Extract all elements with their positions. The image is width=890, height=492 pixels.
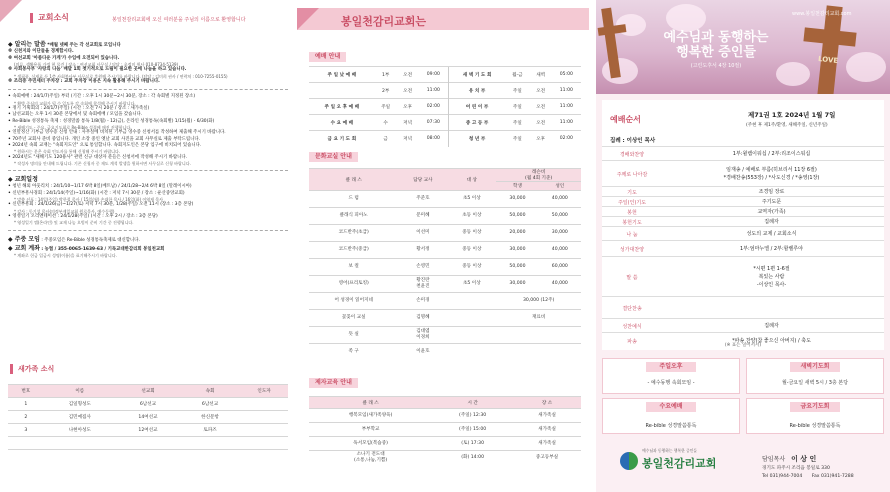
leader: 집례 : 이상인 목사 [610,138,656,144]
edu-heading: ◆ 교회일정 [8,176,38,184]
table-cell [44,450,116,463]
schedule-item: • 신년부흥사경회 : 24/1/14(주일)~1/16(화) (시간 : 저녁 7시 30분 / 장소 : 운산중앙교회) [8,190,185,196]
table-cell: 오후 [397,99,419,115]
table-cell: 김명혜 [398,310,447,327]
table-cell: 코드반주(초급) [309,225,398,242]
order-of-service [602,100,884,350]
news-item: • Re-Bible 성경통독 축제 : 성경말씀 통독 1/8(월) - 12(금), 온라인 성경통독(속회별) 1/15(월) - 6/30(화) [8,118,215,124]
newcomer-header [10,364,54,374]
order-row [602,146,884,160]
table-cell: 중고등부실 [513,451,581,465]
order-label: 결단찬송 [622,306,642,312]
order-note: (※ 표는 일어서서) [724,343,762,348]
issue-sub: (주현 후 제1주/환영, 새해주일, 신년주일) [746,123,828,128]
order-row [602,186,884,196]
table-cell: 30,000 (12주) [496,293,581,310]
col-class: 클 래 스 [309,169,398,191]
table-cell: 저녁 [397,115,419,131]
order-value: 집례자 [764,323,779,329]
order-value: 1부:엄마누엘 / 2부:할렐루야 [740,246,803,252]
table-cell: 6남선교 [116,398,180,411]
worship-info-panel [297,0,593,492]
col-teacher: 담당 교사 [398,169,447,191]
address: 경기도 파주시 조리읍 봉일로 330 [762,466,830,471]
table-cell [8,450,44,463]
news-item: • 속회예배 : 24/1/7(주일) 부터 (기간 : 오후 1시 30분~2시 30분, 장소 : 각 속회별 지정된 장소) [8,94,196,100]
friday-box: 금요기도회 Re-bible 성경말씀통독 [746,398,884,434]
table-cell: 황진란 천윤진 [398,276,447,293]
hero-banner [596,0,890,94]
table-cell [447,293,496,310]
cross-right [817,5,842,94]
order-row [602,240,884,256]
news-item: • 정기 기획회의 : 24/1/7(주일) (시간 : 오전 7시 20분 / 장소 : 새가족실) [8,106,150,111]
table-cell: 소나기 전도대 (소통,나눔,기쁨) [309,451,432,465]
order-value: 성도의 교제 / 교회소식 [746,231,797,237]
edu-table [309,396,581,465]
table-cell: 오후 [530,131,552,147]
table-cell: 07:30 [419,115,449,131]
table-cell: 50,000 [496,208,538,225]
table-cell: 2부 [375,83,397,99]
order-row [602,226,884,240]
table-row [8,398,288,411]
notice-list [8,49,288,85]
table-cell: 나현아성도 [44,424,116,437]
table-cell: 주일 [505,83,530,99]
table-cell [539,344,581,361]
notice-sub: * 생필품, 식재료 등 1층 사회봉사부 사무실로 후원해 주시기를 바랍니다. (담당 : 김미희 권사 / 연락처 : 010-7255-0155) [14,73,228,79]
table-cell: 30,000 [539,225,581,242]
order-label: 봉헌 [627,210,637,216]
order-label: 나 눔 [626,232,638,238]
church-name: 봉일천감리교회 [642,457,717,470]
table-cell: (화) 14:00 [432,451,513,465]
culture-tag: 문화교실 안내 [309,152,358,162]
issue-number: 제71권 1호 2024년 1월 7일 [748,111,836,119]
news-sub: * 확방 중심의 교회가 될 수 있도록 각 속회에 참석해 주시기 바랍니다. [14,100,136,106]
table-cell: 중등 이상 [447,242,496,259]
table-cell: 새가족실 [513,409,581,423]
news-panel [0,0,295,492]
table-cell: 오전 [530,83,552,99]
wednesday-box: 수요예배 Re-bible 성경말씀통독 [602,398,740,434]
worship-tag: 예배 안내 [309,52,346,62]
table-cell: 40,000 [539,191,581,208]
table-cell: 손미경 [398,293,447,310]
schedule-sub: * 영성일기 앱(온라인) 및 교재 나눔 오빔이 준비 기간 중 진행됩니다. [14,220,134,226]
table-row [309,451,581,465]
table-cell: 초등 이상 [447,208,496,225]
order-tag: 예배순서 [610,115,641,124]
table-cell: 새가족실 [513,423,581,437]
table-row [309,327,581,344]
table-cell: 11:00 [552,99,581,115]
edu-col: 클 래 스 [309,397,432,409]
contact: Tel 031)944-7004 Fax 031)941-7288 [762,474,854,479]
table-cell: 족 구 [309,344,398,361]
order-row [602,256,884,296]
table-cell: 새 벽 기 도 회 [449,67,505,83]
table-cell [539,327,581,344]
table-cell: 초5 이상 [447,191,496,208]
table-cell [116,437,180,450]
table-cell [116,450,180,463]
news-sub: * 원하시는 분은 속회 인도자를 통해 신청해 주시기 바랍니다. [14,149,121,155]
table-cell: 12여선교 [116,424,180,437]
table-row [309,131,581,147]
table-cell: 월-금 [505,67,530,83]
news-sub: * 작성자 명의를 안내해 드립니다. 기존 신청자 중 재도 계석 발생을 원하시면 사무실로 신청 바랍니다. [14,160,191,166]
table-cell: (주일) 15:00 [432,423,513,437]
table-cell: 02:00 [419,99,449,115]
news-item: • 남선교회는 오후 1시 30분 본당에서 및 속회에배 / 모임을 갖습니다. [8,112,143,118]
table-cell: 오전 [397,67,419,83]
table-cell: 오전 [397,83,419,99]
hero-title: 예수님과 동행하는 행복한 증인들 [663,30,769,60]
table-cell: 재료비 [496,310,581,327]
schedule-item: • 영성일기 오리엔테이션 : 24/1/28(주일) (시간 : 오후 2시 / 장소 : 3층 본당) [8,214,158,219]
table-cell [496,327,538,344]
table-row [8,411,288,424]
table-cell [180,437,240,450]
order-value: *파송 찬양(참 좋으신 아버지) / 축도 [732,338,811,344]
table-cell: 02:00 [552,131,581,147]
prayer-heading: ◆ 주중 모임 [8,235,40,243]
table-row [309,115,581,131]
table-row [309,409,581,423]
panel2-title: 봉일천감리교회는 [341,15,427,28]
table-cell: 이선미 [398,225,447,242]
table-cell: 50,000 [496,259,538,276]
table-cell: 오전 [530,115,552,131]
col-adult: 성인 [539,182,581,191]
table-row [309,276,581,293]
notice-item: ※ 여선교회 '아름다운 가게'가 수입에 오전되어 있습니다. [8,55,120,61]
table-cell: 토파즈 [180,424,240,437]
table-cell: 주 일 낮 예 배 [309,67,375,83]
schedule-item: • 청년 해외 아웃리치 : 24/1/10~1/17 6박 8일(베트남) / 24/1/28~2/4 6박 8일 (말레이시아) [8,184,192,190]
table-cell: 3 [8,424,44,437]
table-cell: 30,000 [496,276,538,293]
notice-item: ※ 신천지와 이단들을 경계합시다. [8,49,74,55]
table-row [309,344,581,361]
sunday-afternoon-box: 주일오후 - 예수동행 속회모임 - [602,358,740,394]
corner-ornament [0,0,22,22]
newcomer-col: 인도자 [240,385,288,398]
table-cell: 한신문항 [180,411,240,424]
newcomer-col: 번호 [8,385,44,398]
table-row [8,450,288,463]
table-cell: 11:00 [552,115,581,131]
order-label: 봉헌기도 [622,220,642,226]
notice-sub: (의류, 생활용품 가정 현 물건 / 장소 : 여선교회 사무실 / 담당 : 초정미 원사 010-8734-5139) [14,61,179,67]
table-row [309,99,581,115]
table-cell [447,327,496,344]
edu-col: 시 간 [432,397,513,409]
newcomer-table [8,384,288,463]
order-value: 임재송 / 예배로 부름(히브리서 11장 6절) *경배찬송(553장) / *사도신경 / *송영(1장) [723,167,820,181]
table-cell: 문미혜 [398,208,447,225]
table-cell: 주준호 [398,191,447,208]
table-cell: 김민예집사 [44,411,116,424]
news-sub: * 새해기도 - 주요, 금요기도회로 Re-Bible 성경에 매진 진행합니다. [14,124,132,130]
col-fee: 레슨비 (월 4회 기준) [496,169,581,182]
col-student: 학생 [496,182,538,191]
schedule-list [8,184,288,225]
order-label: 파송 [627,339,637,345]
table-cell: 40,000 [539,276,581,293]
table-row [309,310,581,327]
table-cell [240,437,288,450]
table-cell: 30,000 [496,191,538,208]
table-cell: 금 [375,131,397,147]
col-target: 대 상 [447,169,496,191]
table-cell: 새벽 [530,67,552,83]
table-cell [447,344,496,361]
table-cell: 부부학교 [309,423,432,437]
order-panel [596,0,890,492]
table-cell: 30,000 [496,242,538,259]
news-subtitle: 봉일천감리교회에 오신 여러분을 주님의 이름으로 환영합니다 [112,17,246,23]
pastor-line: 담임목사 이 상 인 [762,455,817,463]
site-url[interactable]: www.봉일천감리교회.com [792,11,852,17]
order-value: *시편 1편 1-6절 복있는 사람 -이상인 목사- [753,266,790,288]
table-row [8,437,288,450]
table-row [8,424,288,437]
table-cell: 김대엽 이경희 [398,327,447,344]
order-value: 집례자 [764,219,779,225]
table-cell: 행복모임(새가족양육) [309,409,432,423]
table-row [309,259,581,276]
news-item: • 연말정산 기부금 영수증 신청 안내 : 사무실에 비치된 기부금 영수증 신청서를 작성하여 제출해 주시기 바랍니다. [8,130,226,136]
hero-verse: (고린도후서 4장 10절) [690,63,742,69]
table-row [309,208,581,225]
love-text: LOVE [817,54,839,66]
schedule-sub: * 강사 : 동기성 목사(의정부제일교회 원로목사, 예수동행) [14,208,115,214]
table-cell: 클래식 피아노 [309,208,398,225]
edu-col: 장 소 [513,397,581,409]
table-cell [240,398,288,411]
newcomer-col: 이름 [44,385,116,398]
table-cell: 6남선교 [180,398,240,411]
schedule-item: • 신년부흥회 : 24/1/26(금)~1/27(토) 저녁 7시 30분, 1/28(주일) 오전 11시 (장소 : 3층 본당) [8,202,194,208]
table-cell [240,424,288,437]
newcomer-title: 새가족 소식 [18,365,55,373]
table-cell: 드 럼 [309,191,398,208]
table-cell: 11:00 [552,83,581,99]
worship-table [309,66,581,147]
table-cell: 꽃꽂이 교실 [309,310,398,327]
notice-item: ※ 사회봉사부 '사랑의 나눔' 매달 1회 첫기적으로 드림이 필요한 곳에 나눔을 하고 있습니다. [8,67,187,73]
order-value: 1부:윌렘이워십 / 2부:리조이스워십 [732,151,811,157]
order-label: 성찬예식 [622,324,642,330]
news-body: ◆ 알리는 말씀 *매월 넷째 주는 각 선교회로 모입니다 ※ 신천지와 이단들을 경계합시다. ※ 여선교회 '아름다운 가게'가 수입에 오전되어 있습니다. (의류, 생활용품 가정 현 물건 / 장소 : 여선교회 사무실 / 담당 : 초정미 원사 010-8734-5139) ※ 사회봉사부 '사랑의 나눔' 매달 1회 첫기적으로 드림이 필요한 곳에 나눔을 하고 있습니다. * 생필품, 식재료 등 1층 사회봉사부 사무실로 후원해 주시기를 바랍니다. (담당 : 김미희 권사 / 연락처 : 010-7255-0155) ※ 조리중 주민세터 주차장 : 교회 주차장 이용은 지속 활용해 주시기 바랍니다. • 속회예배 : 24/1/7(주일) 부터 (기간 : 오후 1시 30분~2시 30분, 장소 : 각 속회별 지정된 장소) * 확방 중심의 교회가 될 수 있도록 각 속회에 참석해 주시기 바랍니다. • 정기 기획회의 : 24/1/7(주일) (시간 : 오전 7시 20분 / 장소 : 새가족실) • 남선교회는 오후 1시 30분 본당에서 및 속회에배 / 모임을 갖습니다. • Re-Bible 성경통독 축제 : 성경말씀 통독 1/8(월) - 12(금), 온라인 성경통독(속회별) 1/15(월) - 6/30(화) * 새해기도 - 주요, 금요기도회로 Re-Bible 성경에 매진 진행합니다. • 연말정산 기부금 영수증 신청 안내 : 사무실에 비치된 기부금 영수증 신청서를 작성하여 제출해 주시기 바랍니다. • 70주년 교회사 준비 중입니다. 개인 소장 중인 옛날 교회 사진을 교회 사무실로 제출 부탁드립니다. • 2024년 속회 교재는 "속회지도인" 으로 통일합니다. 속회지도인은 본당 입구에 비치되어 있습니다. * 원하시는 분은 속회 인도자를 통해 신청해 주시기 바랍니다. • 2024년도 "새해기도 120용사" 관련 신규 대상자 분들은 신청서에 작성해 주시기 바랍니다. * 작성자 명의를 안내해 드립니다. 기존 신청자 중 재도 계석 발생을 원하시면 사무실로 신청 바랍니다. ◆ 교회일정 • 청년 해외 아웃리치 : 24/1/10~1/17 6박 8일(베트남) / 24/1/28~2/4 6박 8일 (말레이시아) • 신년부흥사경회 : 24/1/14(주일)~1/16(화) (시간 : 저녁 7시 30분 / 장소 : 운산중앙교회) * 말씀 선포 : 14일(주일) 박한철 목사 / 15일(월) 손대한 목사 / 16일(화) 이영재 목사 • 신년부흥회 : 24/1/26(금)~1/27(토) 저녁 7시 30분, 1/28(주일) 오전 11시 (장소 : 3층 본당) * 강사 : 동기성 목사(의정부제일교회 원로목사, 예수동행) • 영성일기 오리엔테이션 : 24/1/28(주일) (시간 : 오후 2시 / 장소 : 3층 본당) * 영성일기 앱(온라인) 및 교재 나눔 오빔이 준비 기간 중 진행됩니다. ◆ 주중 모임 : 주중모임은 Re-Bible 성경통독축제로 대신합니다. ◆ 교회 계좌 : 농협 / 355-0065-1639-63 / 기독교대한감리회 봉일천교회 * 계좌로 헌금 입금시 성명(이름)을 표기해주시기 바랍니다. [8,40,288,259]
order-label: 말 씀 [626,275,638,281]
table-cell [309,83,375,99]
order-label: 주께로 나아감 [616,172,648,178]
table-cell: 14여선교 [116,411,180,424]
newcomer-col: 속회 [180,385,240,398]
table-row [309,437,581,451]
table-cell: 수 요 예 배 [309,115,375,131]
panel2-ribbon [297,8,589,30]
table-cell: 08:00 [419,131,449,147]
table-cell: 황서정 [398,242,447,259]
table-cell: 저녁 [397,131,419,147]
culture-table [309,168,581,361]
schedule-sub: * 말씀 선포 : 14일(주일) 박한철 목사 / 15일(월) 손대한 목사 / 16일(화) 이영재 목사 [14,196,163,202]
table-cell [447,310,496,327]
table-cell: 1 [8,398,44,411]
blossom [846,52,886,82]
order-row [602,160,884,186]
table-cell: 중등 이상 [447,259,496,276]
order-value: 교역자(가족) [757,209,786,215]
table-cell [8,437,44,450]
order-value: 조경임 장로 [758,189,785,195]
table-cell: 09:00 [419,67,449,83]
table-cell: (주일) 12:30 [432,409,513,423]
order-row [602,216,884,226]
news-item: • 2024년도 "새해기도 120용사" 관련 신규 대상자 분들은 신청서에 작성해 주시기 바랍니다. [8,154,188,160]
table-cell: (토) 17:30 [432,437,513,451]
table-cell: 초5 이상 [447,276,496,293]
table-cell: 주일 [505,131,530,147]
table-row [309,293,581,310]
table-cell: 어 린 이 부 [449,99,505,115]
order-label: 주일(인)기도 [617,200,647,206]
table-cell: 주일 [505,115,530,131]
table-cell: 보 컬 [309,259,398,276]
table-cell: 20,000 [496,225,538,242]
table-cell: 김일형성도 [44,398,116,411]
order-row [602,196,884,206]
table-cell: 수 [375,115,397,131]
table-row [309,225,581,242]
notice-item: ※ 조리중 주민세터 주차장 : 교회 주차장 이용은 지속 활용해 주시기 바랍니다. [8,79,160,84]
table-cell: 주 일 오 후 예 배 [309,99,375,115]
table-row [309,191,581,208]
table-cell [240,450,288,463]
table-cell: 11:00 [419,83,449,99]
order-row [602,296,884,318]
table-cell: 독서모임(복습중) [309,437,432,451]
order-label: 성가대찬양 [619,247,645,253]
newcomer-col: 선교회 [116,385,180,398]
table-cell: 금 요 기 도 회 [309,131,375,147]
table-cell: 50,000 [539,208,581,225]
table-row [309,83,581,99]
order-value: 주기도문 [761,199,782,205]
table-cell: 주일 [505,99,530,115]
table-cell: 2 [8,411,44,424]
news-item: • 2024년 속회 교재는 "속회지도인" 으로 통일합니다. 속회지도인은 본당 입구에 비치되어 있습니다. [8,142,202,148]
table-cell [44,437,116,450]
table-cell: 05:00 [552,67,581,83]
welcome-heading: ◆ 알리는 말씀 [8,41,46,48]
dawn-prayer-box: 새벽기도회 월-금요일 새벽 5시 / 3층 본당 [746,358,884,394]
table-cell [496,344,538,361]
table-cell: 새가족실 [513,437,581,451]
table-cell: 이윤호 [398,344,447,361]
order-row [602,318,884,332]
table-cell: 코드반주(중급) [309,242,398,259]
table-row [309,242,581,259]
cross-right-bar [803,27,856,46]
transfer-heading: ◆ 교회 계좌 [8,245,40,252]
table-cell [180,450,240,463]
church-tagline: 예수님과 동행하는 행복한 증인들 [642,448,697,453]
news-title: 교회소식 [38,13,69,22]
table-cell: 유 치 부 [449,83,505,99]
news-header [30,12,69,23]
news-list [8,94,288,166]
table-row [309,423,581,437]
table-cell: 뜻 실 [309,327,398,344]
order-row [602,206,884,216]
table-cell: 주일 [375,99,397,115]
table-cell: 오전 [530,99,552,115]
table-cell: 중 고 등 부 [449,115,505,131]
news-item: • 70주년 교회사 준비 중입니다. 개인 소장 중인 옛날 교회 사진을 교회 사무실로 제출 부탁드립니다. [8,136,201,142]
edu-tag: 제자교육 안내 [309,378,358,388]
blossom [666,4,706,32]
table-cell: 40,000 [539,242,581,259]
order-label: 경배와찬양 [619,152,645,158]
table-cell [240,411,288,424]
table-cell: 영어(프리토킹) [309,276,398,293]
table-cell: 1부 [375,67,397,83]
table-cell: 청 년 부 [449,131,505,147]
church-logo [620,452,638,470]
table-cell: 60,000 [539,259,581,276]
order-label: 기도 [627,190,637,196]
table-cell: 중등 이상 [447,225,496,242]
table-cell: 손영민 [398,259,447,276]
table-row [309,67,581,83]
table-cell: 어 성경이 읽어지네 [309,293,398,310]
